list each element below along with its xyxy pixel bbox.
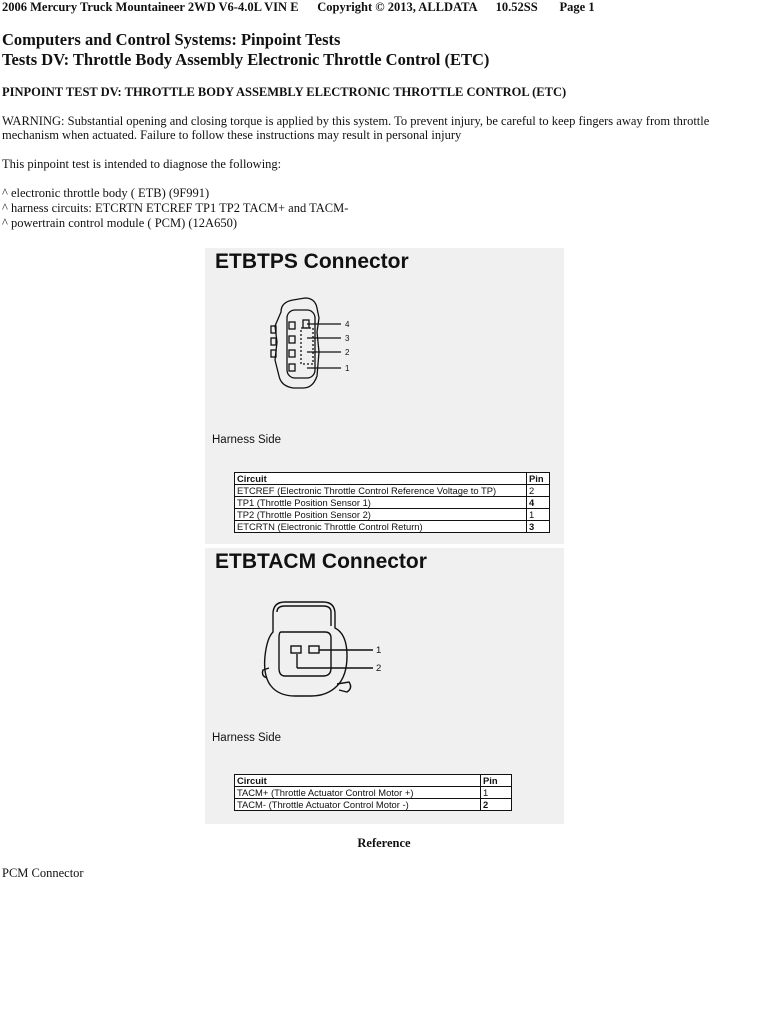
table-row bbox=[235, 799, 512, 811]
etbtps-pin-label: 1 bbox=[345, 364, 350, 373]
etbtps-figure bbox=[205, 248, 564, 544]
pin-cell: 1 bbox=[481, 787, 512, 799]
circuit-cell: TACM+ (Throttle Actuator Control Motor +) bbox=[235, 787, 481, 799]
bullet-item: ^ harness circuits: ETCRTN ETCREF TP1 TP2 TACM+ and TACM- bbox=[2, 201, 349, 215]
pin-cell: 4 bbox=[527, 497, 550, 509]
etbtacm-figure bbox=[205, 548, 564, 824]
page-title-line-2: Tests DV: Throttle Body Assembly Electronic Throttle Control (ETC) bbox=[2, 50, 490, 69]
circuit-cell: TP1 (Throttle Position Sensor 1) bbox=[235, 497, 527, 509]
bullet-item: ^ electronic throttle body ( ETB) (9F991) bbox=[2, 186, 210, 200]
circuit-column-header: Circuit bbox=[235, 775, 481, 787]
etbtps-title: ETBTPS Connector bbox=[215, 250, 409, 273]
table-row bbox=[235, 521, 550, 533]
pin-column-header: Pin bbox=[527, 473, 550, 485]
etbtacm-harness-side-label: Harness Side bbox=[212, 732, 282, 744]
table-header-row bbox=[235, 473, 550, 485]
etbtacm-title: ETBTACM Connector bbox=[215, 550, 427, 573]
warning-line-2: mechanism when actuated. Failure to follow these instructions may result in personal injury bbox=[2, 128, 462, 142]
pcm-connector-label: PCM Connector bbox=[2, 866, 84, 880]
etbtps-pin-label: 4 bbox=[345, 320, 350, 329]
etbtps-pin-label: 2 bbox=[345, 348, 350, 357]
circuit-column-header: Circuit bbox=[235, 473, 527, 485]
table-row bbox=[235, 787, 512, 799]
etbtps-circuit-table bbox=[234, 472, 550, 533]
etbtps-harness-side-label: Harness Side bbox=[212, 434, 282, 446]
table-header-row bbox=[235, 775, 512, 787]
table-row bbox=[235, 497, 550, 509]
intro-text: This pinpoint test is intended to diagnose the following: bbox=[2, 157, 282, 171]
warning-line-1: WARNING: Substantial opening and closing torque is applied by this system. To prevent injury, be careful to keep fingers away from throttle bbox=[2, 114, 710, 128]
etbtps-pin-label: 3 bbox=[345, 334, 350, 343]
section-heading: PINPOINT TEST DV: THROTTLE BODY ASSEMBLY ELECTRONIC THROTTLE CONTROL (ETC) bbox=[2, 85, 567, 99]
etbtacm-connector-diagram bbox=[261, 598, 381, 702]
pin-cell: 2 bbox=[527, 485, 550, 497]
etbtacm-pin-label: 2 bbox=[376, 663, 382, 674]
page-header: 2006 Mercury Truck Mountaineer 2WD V6-4.0L VIN E Copyright © 2013, ALLDATA 10.52SS Page 1 bbox=[2, 0, 595, 14]
etbtacm-circuit-table bbox=[234, 774, 512, 811]
pin-column-header: Pin bbox=[481, 775, 512, 787]
reference-caption: Reference bbox=[357, 836, 411, 850]
etbtacm-pin-label: 1 bbox=[376, 645, 382, 656]
table-row bbox=[235, 485, 550, 497]
table-row bbox=[235, 509, 550, 521]
page-title-line-1: Computers and Control Systems: Pinpoint Tests bbox=[2, 30, 341, 49]
etbtps-connector-diagram bbox=[263, 292, 373, 396]
circuit-cell: TACM- (Throttle Actuator Control Motor -) bbox=[235, 799, 481, 811]
pin-cell: 3 bbox=[527, 521, 550, 533]
bullet-item: ^ powertrain control module ( PCM) (12A650) bbox=[2, 216, 237, 230]
circuit-cell: TP2 (Throttle Position Sensor 2) bbox=[235, 509, 527, 521]
circuit-cell: ETCREF (Electronic Throttle Control Reference Voltage to TP) bbox=[235, 485, 527, 497]
pin-cell: 2 bbox=[481, 799, 512, 811]
pin-cell: 1 bbox=[527, 509, 550, 521]
circuit-cell: ETCRTN (Electronic Throttle Control Return) bbox=[235, 521, 527, 533]
